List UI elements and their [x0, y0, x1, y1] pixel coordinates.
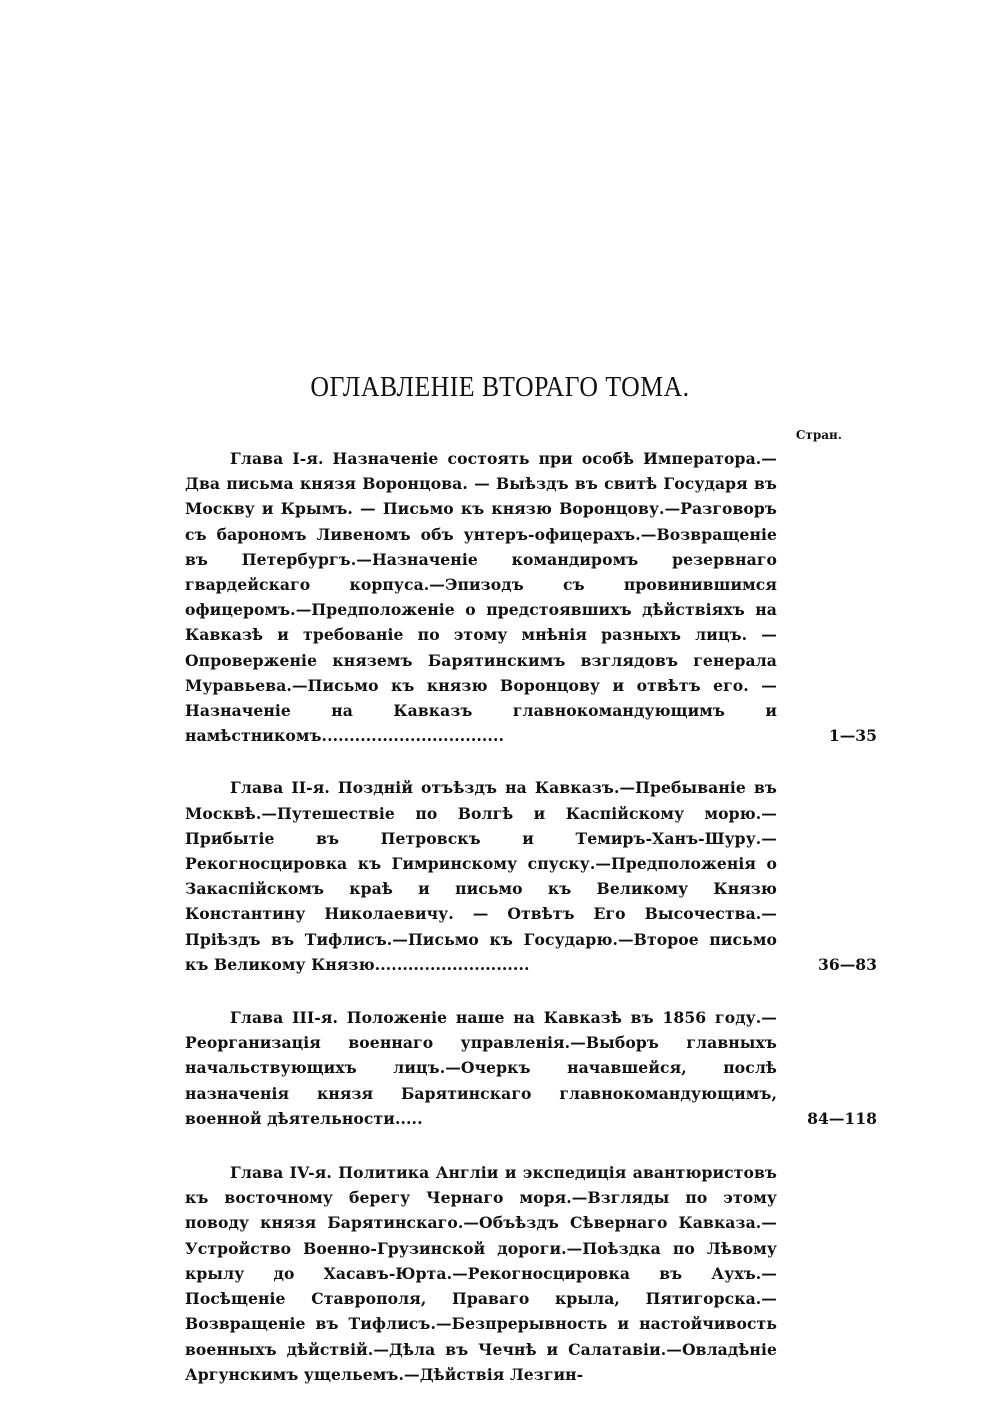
- toc-entry-pages: 1—35: [828, 726, 877, 746]
- entry-description: Глава II-я. Поздній отъѣздъ на Кавказъ.—Пребываніе въ Москвѣ.—Путешествіе по Волгѣ и Каспійскому морю.—Прибытіе въ Петровскъ и Темиръ-Ханъ-Шуру.—Рекогносцировка къ Гимринскому спуску.—Предположенія о Закаспійскомъ краѣ и письмо къ Великому Князю Константину Николаевичу. — Отвѣтъ Его Высочества.—Пріѣздъ въ Тифлисъ.—Письмо къ Государю.—Второе письмо къ Великому Князю: [185, 778, 777, 974]
- toc-entry-chapter-1: [185, 446, 877, 748]
- toc-entry-text: [185, 775, 777, 977]
- toc-entry-chapter-2: [185, 775, 877, 977]
- dot-leaders: ............................: [374, 954, 530, 974]
- entry-description: Глава I-я. Назначеніе состоять при особѣ Императора.—Два письма князя Воронцова. — Выѣздъ въ свитѣ Государя въ Москву и Крымъ. — Письмо къ князю Воронцову.—Разговоръ съ барономъ Ливеномъ объ унтеръ-офицерахъ.—Возвращеніе въ Петербургъ.—Назначеніе командиромъ резервнаго гвардейскаго корпуса.—Эпизодъ съ провинившимся офицеромъ.—Предположеніе о предстоявшихъ дѣйствіяхъ на Кавказѣ и требованіе по этому мнѣнія разныхъ лицъ. — Опроверженіе княземъ Барятинскимъ взглядовъ генерала Муравьева.—Письмо къ князю Воронцову и отвѣтъ его. — Назначеніе на Кавказъ главнокомандующимъ и намѣстникомъ: [185, 449, 777, 746]
- toc-entry-pages: 36—83: [818, 954, 877, 974]
- toc-entry-pages: 84—118: [807, 1108, 877, 1128]
- dot-leaders: .................................: [321, 726, 504, 746]
- toc-entry-chapter-4: [185, 1160, 877, 1387]
- entry-description: Глава III-я. Положеніе наше на Кавказѣ въ 1856 году.—Реорганизація военнаго управленія.—Выборъ главныхъ начальствующихъ лицъ.—Очеркъ начавшейся, послѣ назначенія князя Барятинскаго главнокомандующимъ, военной дѣятельности: [185, 1008, 777, 1128]
- page-column-label: Стран.: [795, 428, 842, 442]
- page-title: ОГЛАВЛЕНІЕ ВТОРАГО ТОМА.: [310, 372, 690, 403]
- entry-description: Глава IV-я. Политика Англіи и экспедиція авантюристовъ къ восточному берегу Чернаго моря.—Взгляды по этому поводу князя Барятинскаго.—Объѣздъ Сѣвернаго Кавказа.—Устройство Военно-Грузинской дороги.—Поѣздка по Лѣвому крылу до Хасавъ-Юрта.—Рекогносцировка въ Аухъ.—Посѣщеніе Ставрополя, Праваго крыла, Пятигорска.—Возвращеніе въ Тифлисъ.—Безпрерывность и настойчивость военныхъ дѣйствій.—Дѣла въ Чечнѣ и Салатавіи.—Овладѣніе Аргунскимъ ущельемъ.—Дѣйствія Лезгин-: [185, 1163, 777, 1384]
- table-of-contents: [185, 446, 877, 1414]
- toc-entry-text: [185, 446, 777, 748]
- toc-entry-text: [185, 1005, 777, 1131]
- dot-leaders: .....: [394, 1108, 423, 1128]
- toc-entry-chapter-3: [185, 1005, 877, 1131]
- toc-entry-text: [185, 1160, 777, 1387]
